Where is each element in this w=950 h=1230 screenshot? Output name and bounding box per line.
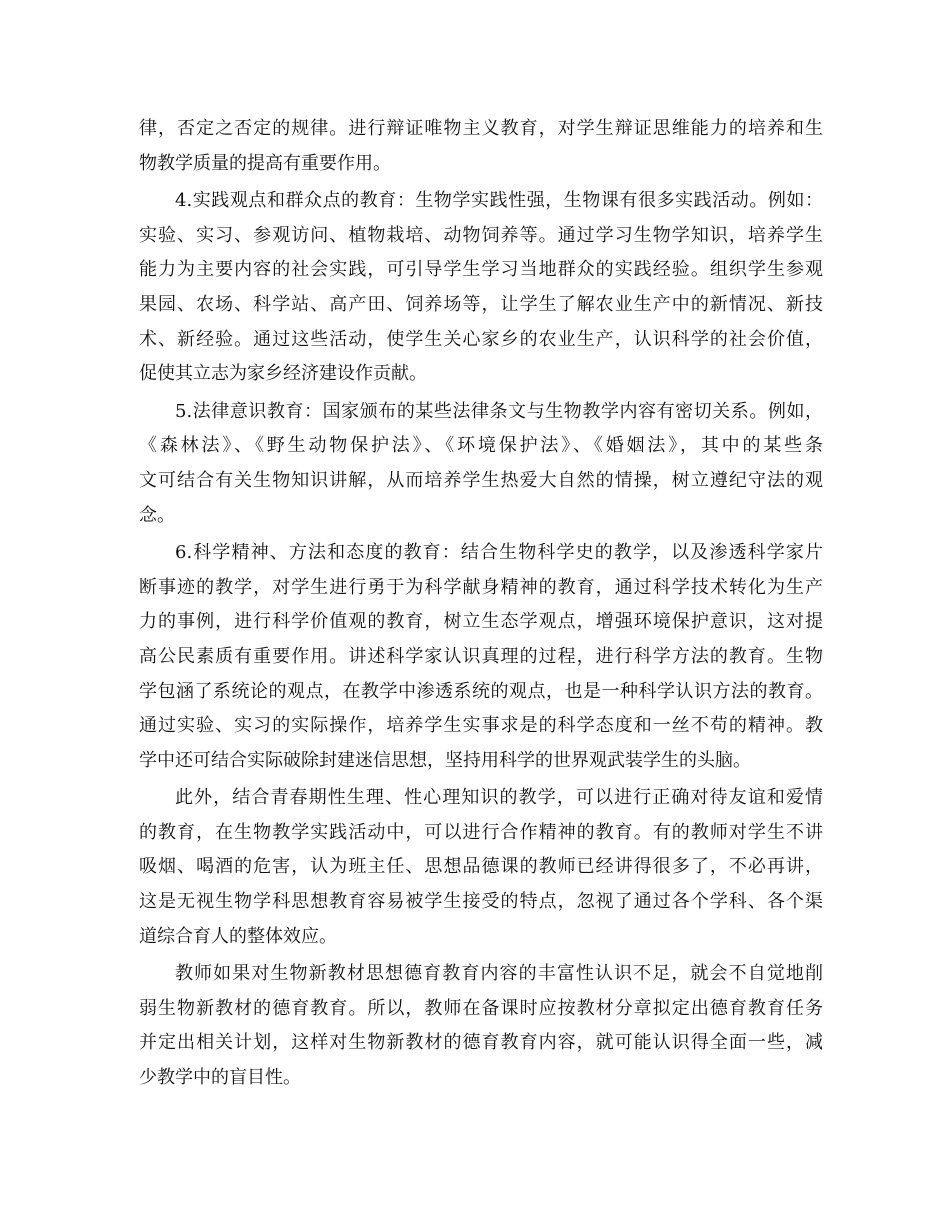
- text-line: 教师如果对生物新教材思想德育教育内容的丰富性认识不足，就会不自觉地削: [175, 963, 823, 985]
- text-line: 弱生物新教材的德育教育。所以，教师在备课时应按教材分章拟定出德育教育任务: [139, 997, 823, 1019]
- text-line: 《森林法》、《野生动物保护法》、《环境保护法》、《婚姻法》，其中的某些条: [139, 435, 823, 457]
- text-line: 4.实践观点和群众点的教育：生物学实践性强，生物课有很多实践活动。例如：: [175, 190, 823, 212]
- text-line: 物教学质量的提高有重要作用。: [139, 152, 391, 174]
- text-line: 学中还可结合实际破除封建迷信思想，坚持用科学的世界观武装学生的头脑。: [139, 749, 751, 771]
- paragraph: [139, 536, 823, 778]
- text-line: 力的事例，进行科学价值观的教育，树立生态学观点，增强环境保护意识，这对提: [139, 611, 823, 633]
- text-line: 高公民素质有重要作用。讲述科学家认识真理的过程，进行科学方法的教育。生物: [139, 645, 823, 667]
- text-line: 促使其立志为家乡经济建设作贡献。: [139, 363, 427, 385]
- document-body: [139, 112, 823, 1096]
- paragraph: [139, 395, 823, 533]
- text-line: 并定出相关计划，这样对生物新教材的德育教育内容，就可能认识得全面一些，减: [139, 1032, 823, 1054]
- text-line: 吸烟、喝酒的危害，认为班主任、思想品德课的教师已经讲得很多了，不必再讲，: [139, 856, 823, 878]
- text-line: 的教育，在生物教学实践活动中，可以进行合作精神的教育。有的教师对学生不讲: [139, 821, 823, 843]
- text-line: 少教学中的盲目性。: [139, 1067, 301, 1089]
- paragraph: [139, 112, 823, 181]
- text-line: 实验、实习、参观访问、植物栽培、动物饲养等。通过学习生物学知识，培养学生: [139, 224, 823, 246]
- text-line: 6.科学精神、方法和态度的教育：结合生物科学史的教学，以及渗透科学家片: [175, 542, 823, 564]
- text-line: 断事迹的教学，对学生进行勇于为科学献身精神的教育，通过科学技术转化为生产: [139, 576, 823, 598]
- text-line: 学包涵了系统论的观点，在教学中渗透系统的观点，也是一种科学认识方法的教育。: [139, 680, 823, 702]
- text-line: 念。: [139, 504, 175, 526]
- text-line: 这是无视生物学科思想教育容易被学生接受的特点，忽视了通过各个学科、各个渠: [139, 891, 823, 913]
- paragraph: [139, 957, 823, 1095]
- text-line: 果园、农场、科学站、高产田、饲养场等，让学生了解农业生产中的新情况、新技: [139, 293, 823, 315]
- text-line: 此外，结合青春期性生理、性心理知识的教学，可以进行正确对待友谊和爱情: [175, 787, 823, 809]
- paragraph: [139, 781, 823, 954]
- text-line: 能力为主要内容的社会实践，可引导学生学习当地群众的实践经验。组织学生参观: [139, 259, 823, 281]
- text-line: 通过实验、实习的实际操作，培养学生实事求是的科学态度和一丝不苟的精神。教: [139, 715, 823, 737]
- text-line: 道综合育人的整体效应。: [139, 925, 337, 947]
- paragraph: [139, 184, 823, 392]
- text-line: 文可结合有关生物知识讲解，从而培养学生热爱大自然的情操，树立遵纪守法的观: [139, 469, 823, 491]
- text-line: 律，否定之否定的规律。进行辩证唯物主义教育，对学生辩证思维能力的培养和生: [139, 118, 823, 139]
- text-line: 5.法律意识教育：国家颁布的某些法律条文与生物教学内容有密切关系。例如，: [175, 400, 823, 422]
- text-line: 术、新经验。通过这些活动，使学生关心家乡的农业生产，认识科学的社会价值，: [139, 328, 823, 350]
